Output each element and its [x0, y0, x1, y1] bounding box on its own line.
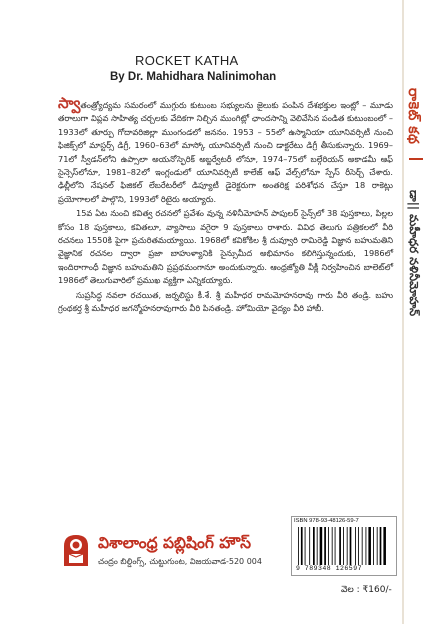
bio-paragraph-2: 15వ ఏట నుంచి కవిత్వ రచనలో ప్రవేశం వున్న నళినీమోహన్ పాపులర్ సైన్స్‌లో 38 పుస్తకాలు, పిల్లల కోసం 18 పుస్తకాలు, కవితలూ, వ్యాసాలు వగైరా 9 పుస్తకాలు రాశారు. వివిధ తెలుగు పత్రికలలో వీరి రచనలు 1550కి పైగా ప్రచురితమయ్యాయి. 1968లో కవికోకిల శ్రీ దువ్వూరి రామిరెడ్డి విజ్ఞాన బహుమతిని వైజ్ఞానిక రచనల ద్వారా ప్రజా బాహుళ్యానికి సైన్సుమీద అభిమానం కలిగిస్తున్నందుకు, 1986లో ఇందిరాగాంధీ విజ్ఞాన బహుమతిని ప్రప్రథమంగానూ అందుకున్నారు. ఆంధ్రజ్యోతి వీక్లీ నిర్వహించిన బాలెట్‌లో 1986లో తెలుగువారిలో ప్రముఖ వ్యక్తిగా ఎన్నికయ్యారు.: [58, 208, 393, 286]
spine-title: రాకెట్ కథ: [405, 88, 421, 145]
publisher-name: విశాలాంధ్ర పబ్లిషింగ్ హౌస్: [98, 534, 251, 552]
book-title: ROCKET KATHA: [135, 53, 239, 68]
spine-separator: [409, 158, 423, 160]
price-label: వెల : ₹160/-: [341, 585, 392, 595]
publisher-address: చంద్రం బిల్డింగ్స్, చుట్టుగుంట, విజయవాడ-520 004: [98, 557, 262, 566]
isbn-barcode-box: [291, 516, 397, 576]
bio-paragraph-3: సుప్రసిద్ధ నవలా రచయిత, జర్నలిస్టు కీ.శే. శ్రీ మహీధర రామమోహనరావు గారు వీరి తండ్రి. బహు గ్రంథకర్త శ్రీ మహీధర జగన్మోహనరావుగారు వీరి పినతండ్రి. హోమియో వైద్యం వీరి హాబీ.: [58, 289, 393, 314]
spine-author: డా|| మహీధర నళినీమోహన్: [407, 190, 421, 317]
bio-paragraph-1-text: తంత్ర్యోద్యమ సమరంలో ముగ్గురు కుటుంబ సభ్యులను జైలుకు పంపిన దేశభక్తుల ఇంట్లో – మూడు తరాలుగా విప్లవ సాహిత్య చర్చలకు వేదికగా నిల్చిన ముంగిట్లో ఛాందసాన్ని వెలివేసిన పండిత కుటుంబంలో – 1933లో తూర్పు గోదావరిజిల్లా ముంగండలో జననం. 1953 – 55లో ఉస్మానియా యూనివర్సిటీ నుంచి ఫిజిక్స్‌లో మాస్టర్స్ డిగ్రీ, 1960–63లో మాస్కో యూనివర్సిటీ నుంచి డాక్టరేటు డిగ్రీ తీసుకున్నారు. 1969–71లో స్వీడన్‌లోని ఉప్సాలా అయనోస్ఫెరిక్ అబ్జర్వేటరీ లోనూ, 1974–75లో బల్గేరియన్ అకాడమీ ఆఫ్ సైన్సెస్‌లోనూ, 1981–82లో ఇంగ్లండులో యూనివర్సిటీ కాలేజ్ ఆఫ్ వేల్స్‌లోనూ స్పేస్ రీసెర్చ్ చేశారు. ఢిల్లీలోని నేషనల్ ఫిజికల్ లేబరేటరీలో డిప్యూటీ డైరెక్టరుగా అంతరిక్ష పరిశోధన చేస్తూ 18 రాకెట్లు ప్రయోగాలలో పాల్గొని, 1993లో రిటైరు అయ్యారు.: [58, 100, 393, 204]
barcode-digits: 9 789348 126597: [296, 565, 363, 572]
barcode-icon: [296, 527, 392, 565]
drop-cap: స్వా: [58, 94, 81, 112]
isbn-label: ISBN 978-93-48126-59-7: [294, 518, 359, 524]
bio-paragraph-1: [58, 94, 393, 206]
publisher-logo-icon: [60, 532, 92, 568]
book-author: By Dr. Mahidhara Nalinimohan: [110, 71, 277, 83]
author-biography: [58, 94, 393, 317]
